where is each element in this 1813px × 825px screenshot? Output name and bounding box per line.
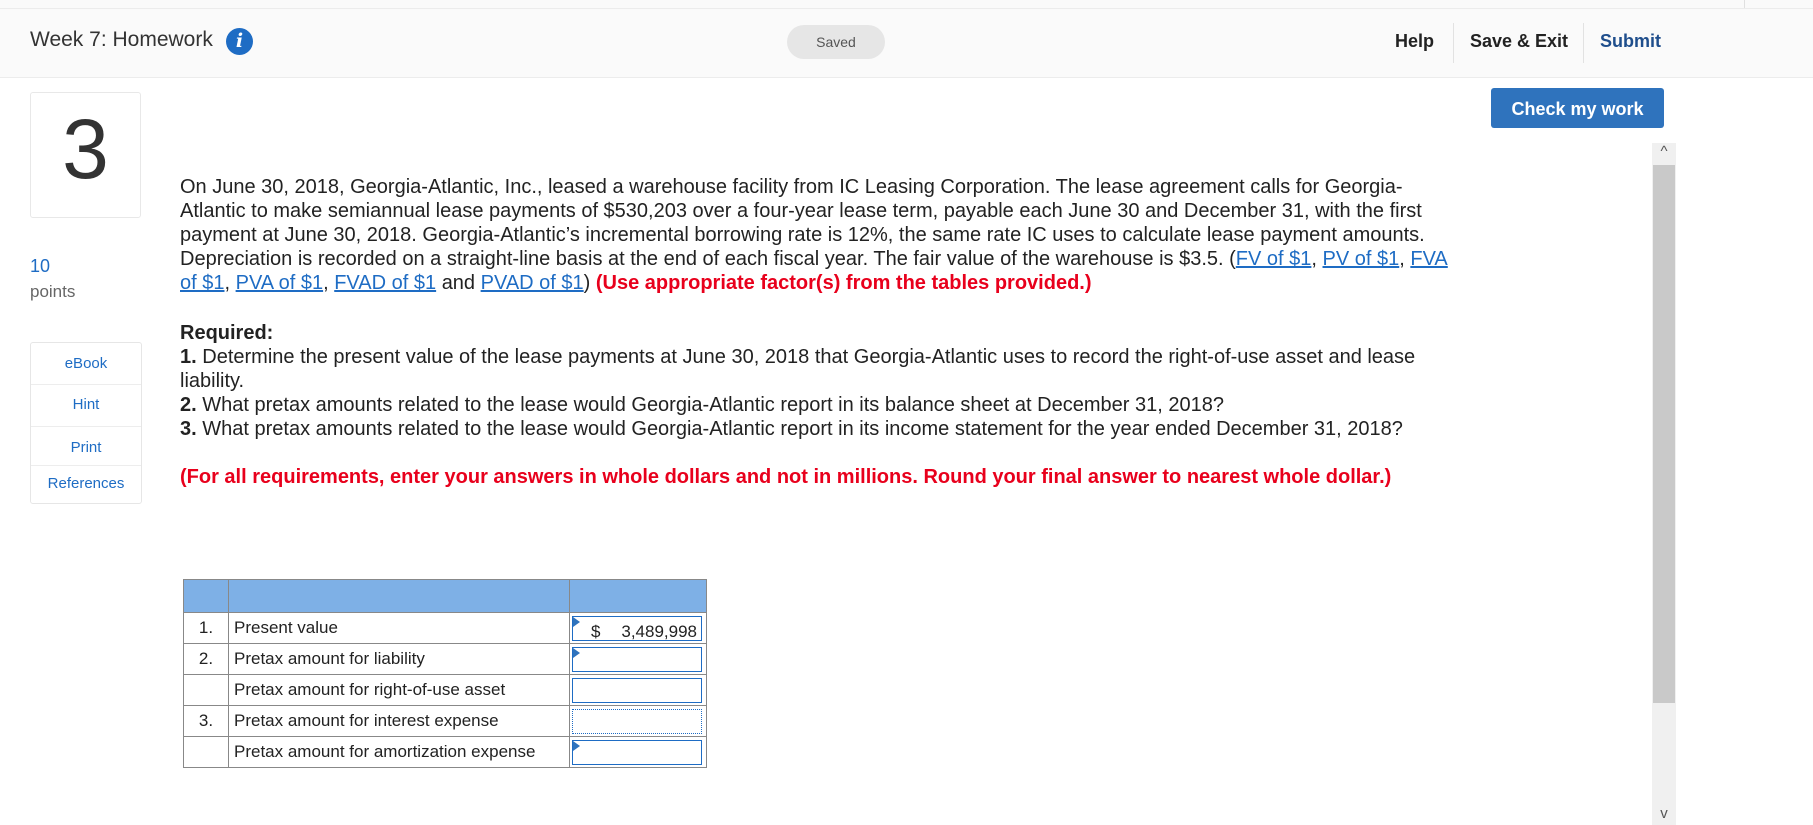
top-strip	[0, 0, 1813, 9]
header-divider	[1583, 23, 1584, 63]
row-number	[184, 675, 229, 706]
info-icon[interactable]: i	[226, 28, 253, 55]
points-value: 10	[30, 256, 51, 276]
answer-cell	[570, 675, 707, 706]
references-link[interactable]: References	[47, 475, 125, 492]
row-label: Pretax amount for right-of-use asset	[229, 675, 570, 706]
table-row	[184, 737, 707, 768]
saved-status: Saved	[787, 25, 885, 59]
row-label: Pretax amount for liability	[229, 644, 570, 675]
points-label: points	[30, 282, 76, 301]
and-text: and	[441, 272, 476, 294]
pva-table-link[interactable]: PVA of $1	[235, 272, 324, 294]
problem-text: On June 30, 2018, Georgia-Atlantic, Inc., leased a warehouse facility from IC Leasing Corporation. The lease agreement calls for Georgia-Atlantic to make semiannual lease payments of $530,203 over a four-year lease term, payable each June 30 and December 31, with the first payment at June 30, 2018. Georgia-Atlantic’s incremental borrowing rate is 12%, the same rate IC uses to calculate lease payment amounts. Depreciation is recorded on a straight-line basis at the end of each fiscal year. The fair value of the warehouse is $3.5. (	[180, 176, 1425, 270]
fva-table-link[interactable]: FVA of $1	[180, 248, 1448, 294]
header-cell	[570, 580, 707, 613]
tools-divider	[31, 465, 141, 466]
answer-table	[183, 579, 707, 768]
liability-input[interactable]	[572, 647, 702, 672]
row-number: 1.	[184, 613, 229, 644]
header-bar	[0, 9, 1813, 78]
header-cell	[229, 580, 570, 613]
interest-expense-input[interactable]	[572, 709, 702, 734]
header-cell	[184, 580, 229, 613]
question-content	[180, 175, 1450, 489]
problem-paragraph: On June 30, 2018, Georgia-Atlantic, Inc., leased a warehouse facility from IC Leasing Corporation. The lease agreement calls for Georgia-Atlantic to make semiannual lease payments of $530,203 over a four-year lease term, payable each June 30 and December 31, with the first payment at June 30, 2018. Georgia-Atlantic’s incremental borrowing rate is 12%, the same rate IC uses to calculate lease payment amounts. Depreciation is recorded on a straight-line basis at the end of each fiscal year. The fair value of the warehouse is $3.5. (FV of $1, PV of $1, FVA of $1, PVA of $1, FVAD of $1 and PVAD of $1) (Use appropriate factor(s) from the tables provided.)	[180, 176, 1448, 294]
table-row	[184, 675, 707, 706]
table-row	[184, 613, 707, 644]
top-strip-corner	[1744, 0, 1813, 8]
fvad-table-link[interactable]: FVAD of $1	[334, 272, 437, 294]
save-exit-link[interactable]: Save & Exit	[1470, 31, 1569, 51]
table-header-row	[184, 580, 707, 613]
answer-cell	[570, 737, 707, 768]
requirement-3: 3. What pretax amounts related to the lease would Georgia-Atlantic report in its income statement for the year ended December 31, 2018?	[180, 418, 1403, 440]
right-of-use-asset-input[interactable]	[572, 678, 702, 703]
print-link[interactable]: Print	[70, 439, 102, 456]
header-divider	[1453, 23, 1454, 63]
help-link[interactable]: Help	[1395, 31, 1435, 51]
table-row	[184, 706, 707, 737]
table-row	[184, 644, 707, 675]
row-number: 3.	[184, 706, 229, 737]
answer-cell	[570, 706, 707, 737]
row-number	[184, 737, 229, 768]
scroll-down-icon[interactable]: v	[1660, 805, 1668, 822]
requirement-1: 1. Determine the present value of the lease payments at June 30, 2018 that Georgia-Atlantic uses to record the right-of-use asset and lease liability.	[180, 346, 1416, 392]
ebook-link[interactable]: eBook	[64, 355, 108, 372]
scrollbar-thumb[interactable]	[1653, 165, 1675, 703]
question-number-box	[30, 92, 141, 218]
scroll-up-icon[interactable]: ^	[1660, 143, 1668, 160]
tools-divider	[31, 384, 141, 385]
flag-icon	[573, 617, 580, 627]
required-heading: Required:	[180, 322, 274, 344]
requirement-2: 2. What pretax amounts related to the lease would Georgia-Atlantic report in its balance sheet at December 31, 2018?	[180, 394, 1224, 416]
check-my-work-button[interactable]: Check my work	[1491, 88, 1664, 128]
side-tools-panel	[30, 342, 142, 504]
row-number: 2.	[184, 644, 229, 675]
present-value-input[interactable]	[572, 616, 702, 641]
answer-cell	[570, 613, 707, 644]
flag-icon	[573, 648, 580, 658]
row-label: Pretax amount for amortization expense	[229, 737, 570, 768]
instructions: (For all requirements, enter your answers in whole dollars and not in millions. Round your final answer to nearest whole dollar.)	[180, 466, 1392, 488]
assignment-title: Week 7: Homework	[30, 28, 213, 51]
row-label: Pretax amount for interest expense	[229, 706, 570, 737]
pv-table-link[interactable]: PV of $1	[1322, 248, 1400, 270]
amortization-expense-input[interactable]	[572, 740, 702, 765]
answer-value: 3,489,998	[621, 622, 697, 641]
hint-link[interactable]: Hint	[72, 396, 100, 413]
row-label: Present value	[229, 613, 570, 644]
currency-symbol: $	[591, 622, 601, 641]
fv-table-link[interactable]: FV of $1	[1235, 248, 1312, 270]
tools-divider	[31, 426, 141, 427]
submit-link[interactable]: Submit	[1600, 31, 1661, 51]
flag-icon	[573, 741, 580, 751]
table-note: (Use appropriate factor(s) from the tables provided.)	[595, 272, 1092, 294]
pvad-table-link[interactable]: PVAD of $1	[480, 272, 584, 294]
question-number: 3	[62, 102, 109, 196]
answer-cell	[570, 644, 707, 675]
